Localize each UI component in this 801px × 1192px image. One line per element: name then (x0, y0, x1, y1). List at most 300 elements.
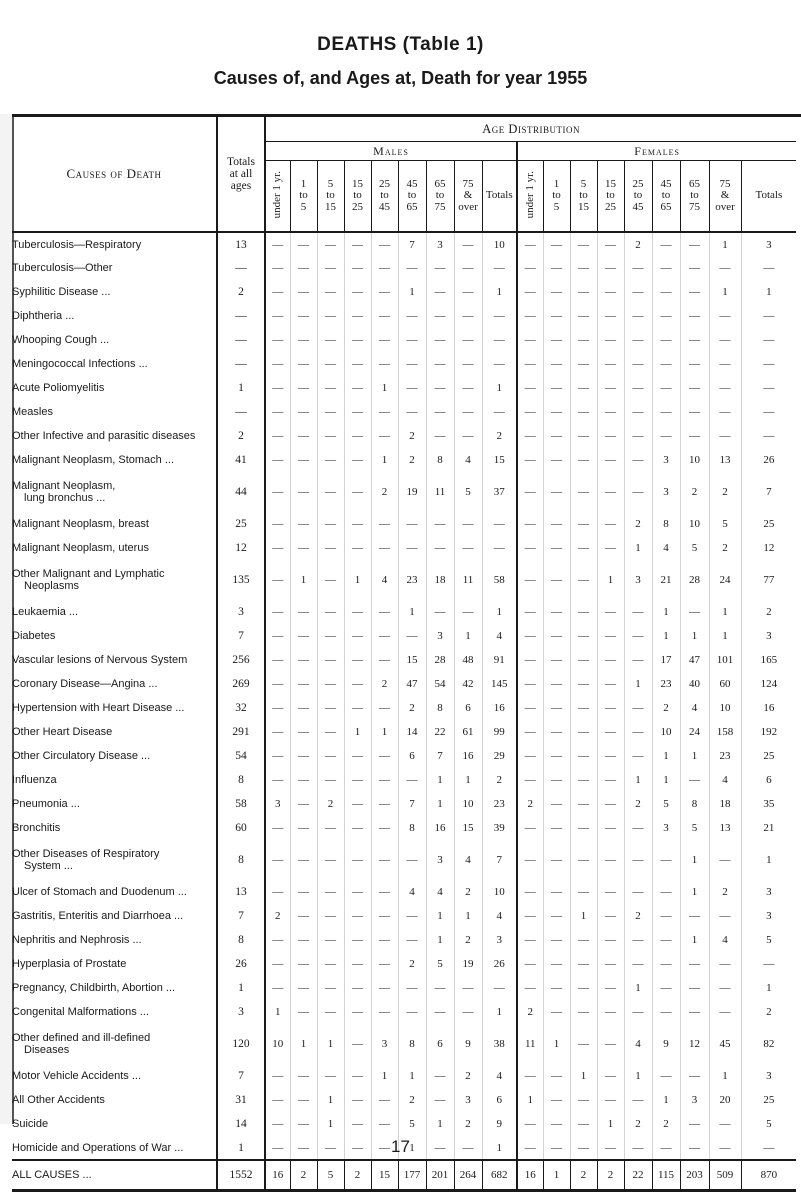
male-value-cell: 22 (426, 720, 454, 744)
female-value-cell: — (517, 232, 543, 256)
male-value-cell: 1 (290, 1024, 317, 1064)
male-value-cell: — (371, 1000, 398, 1024)
female-value-cell: — (709, 400, 741, 424)
female-value-cell: — (517, 376, 543, 400)
male-value-cell: — (290, 232, 317, 256)
table-row (12, 304, 796, 328)
female-value-cell: — (680, 328, 709, 352)
female-value-cell: — (652, 976, 680, 1000)
male-value-cell: — (344, 600, 371, 624)
female-value-cell: — (570, 880, 597, 904)
female-value-cell: 1 (709, 280, 741, 304)
male-value-cell: — (426, 512, 454, 536)
female-value-cell: — (517, 304, 543, 328)
total-cell: 1 (217, 976, 265, 1000)
male-value-cell: — (317, 304, 344, 328)
female-value-cell: — (624, 648, 652, 672)
cause-label: Other Infective and parasitic diseases (12, 430, 196, 442)
m-age-band-header (454, 161, 482, 233)
male-value-cell: 1 (398, 280, 426, 304)
cause-cell (12, 1064, 217, 1088)
female-value-cell: 3 (766, 1070, 772, 1082)
all-causes-label: ALL CAUSES ... (12, 1160, 217, 1191)
cause-cell (12, 648, 217, 672)
female-value-cell: — (597, 1024, 624, 1064)
male-value-cell: — (344, 648, 371, 672)
female-value-cell: — (543, 768, 570, 792)
male-value-cell: 7 (482, 840, 517, 880)
male-value-cell: — (398, 352, 426, 376)
female-value-cell: — (570, 232, 597, 256)
under-1-label (525, 171, 536, 218)
age-band-part: 75 (462, 177, 474, 190)
cause-cell (12, 880, 217, 904)
age-band-part: 25 (632, 177, 644, 190)
cause-cell (12, 280, 217, 304)
cause-label: Nephritis and Nephrosis ... (12, 934, 142, 946)
female-value-cell: — (709, 256, 741, 280)
female-value-cell: 60 (709, 672, 741, 696)
total-cell: 2 (217, 424, 265, 448)
f-age-band-header (597, 161, 624, 233)
female-value-cell: 4 (680, 696, 709, 720)
f-age-band-header (543, 161, 570, 233)
male-value-cell: — (371, 232, 398, 256)
total-cell: — (217, 304, 265, 328)
cause-label: Diseases (24, 1044, 70, 1056)
female-value-cell: 25 (763, 1094, 775, 1106)
male-value-cell: 11 (426, 472, 454, 512)
female-value-cell: — (597, 648, 624, 672)
female-value-cell: 17 (652, 648, 680, 672)
total-cell: 26 (217, 952, 265, 976)
female-value-cell: — (624, 928, 652, 952)
male-value-cell: — (290, 768, 317, 792)
female-value-cell: — (517, 976, 543, 1000)
total-cell: 269 (217, 672, 265, 696)
female-value-cell: — (763, 958, 775, 970)
female-value-cell: 5 (680, 816, 709, 840)
female-value-cell: 1 (597, 1112, 624, 1136)
female-value-cell: 192 (760, 726, 778, 738)
male-value-cell: — (371, 280, 398, 304)
female-value-cell: — (543, 624, 570, 648)
female-value-cell: — (570, 624, 597, 648)
male-value-cell: — (371, 352, 398, 376)
female-value-cell: — (680, 400, 709, 424)
table-row (12, 672, 796, 696)
male-value-cell: 3 (454, 1088, 482, 1112)
cause-cell (12, 328, 217, 352)
male-value-cell: — (398, 840, 426, 880)
male-value-cell: — (398, 976, 426, 1000)
cause-label: System ... (24, 860, 73, 872)
male-value-cell: — (344, 256, 371, 280)
male-value-cell: 54 (426, 672, 454, 696)
age-band-part: 1 (300, 177, 307, 190)
female-value-cell: — (517, 1112, 543, 1136)
age-band-part: to (633, 189, 643, 202)
cause-label: Leukaemia ... (12, 606, 79, 618)
male-value-cell: — (317, 816, 344, 840)
female-value-cell: — (517, 648, 543, 672)
male-value-cell: — (398, 536, 426, 560)
female-value-cell: 1 (709, 624, 741, 648)
male-value-cell: — (482, 256, 517, 280)
male-value-cell: 39 (482, 816, 517, 840)
table-row (12, 600, 796, 624)
male-value-cell: — (265, 352, 290, 376)
female-total-cell: 115 (652, 1160, 680, 1191)
male-value-cell: 1 (371, 720, 398, 744)
age-band-part: 65 (406, 200, 418, 213)
male-value-cell: — (265, 1064, 290, 1088)
female-value-cell: 5 (766, 934, 772, 946)
male-value-cell: — (344, 512, 371, 536)
male-value-cell: 4 (398, 880, 426, 904)
male-value-cell: 4 (482, 1064, 517, 1088)
female-value-cell: — (597, 976, 624, 1000)
male-value-cell: — (265, 536, 290, 560)
male-value-cell: 28 (426, 648, 454, 672)
female-value-cell: 7 (766, 486, 772, 498)
female-value-cell: — (709, 952, 741, 976)
male-total-cell: 201 (426, 1160, 454, 1191)
cause-cell (12, 232, 217, 256)
table-row (12, 696, 796, 720)
female-value-cell: — (570, 560, 597, 600)
age-band-part: to (690, 189, 699, 202)
female-value-cell: — (597, 816, 624, 840)
female-value-cell: 10 (680, 512, 709, 536)
female-value-cell: — (543, 256, 570, 280)
male-value-cell: 42 (454, 672, 482, 696)
male-total-cell: 5 (317, 1160, 344, 1191)
male-value-cell: — (482, 352, 517, 376)
male-value-cell: — (290, 352, 317, 376)
cause-label: Other defined and ill-defined (12, 1032, 151, 1044)
table-row (12, 816, 796, 840)
cause-cell (12, 560, 217, 600)
female-value-cell: 158 (709, 720, 741, 744)
male-value-cell: — (454, 400, 482, 424)
female-value-cell: — (570, 952, 597, 976)
male-value-cell: 145 (482, 672, 517, 696)
m-age-band-header (290, 161, 317, 233)
female-value-cell: 47 (680, 648, 709, 672)
table-row (12, 1112, 796, 1136)
female-value-cell: 165 (760, 654, 778, 666)
female-value-cell: — (517, 880, 543, 904)
male-value-cell: — (265, 1112, 290, 1136)
male-value-cell: — (317, 744, 344, 768)
female-value-cell: — (543, 952, 570, 976)
cause-label: Acute Poliomyelitis (12, 382, 105, 394)
total-cell: 13 (217, 880, 265, 904)
male-value-cell: — (426, 304, 454, 328)
male-value-cell: — (290, 448, 317, 472)
male-value-cell: 1 (344, 560, 371, 600)
table-row (12, 560, 796, 600)
total-cell: — (217, 328, 265, 352)
female-value-cell: — (652, 1000, 680, 1024)
female-value-cell: — (597, 672, 624, 696)
male-value-cell: — (371, 840, 398, 880)
table-row (12, 624, 796, 648)
male-value-cell: 37 (482, 472, 517, 512)
male-value-cell: — (317, 928, 344, 952)
male-value-cell: — (371, 1136, 398, 1160)
male-value-cell: 16 (426, 816, 454, 840)
male-value-cell: — (426, 280, 454, 304)
male-value-cell: 8 (426, 696, 454, 720)
male-value-cell: — (371, 256, 398, 280)
age-band-part: 5 (580, 177, 587, 190)
female-value-cell: — (517, 744, 543, 768)
male-value-cell: 1 (290, 560, 317, 600)
causes-header: Causes of Death (12, 117, 217, 232)
male-value-cell: 1 (426, 928, 454, 952)
male-value-cell: 2 (398, 448, 426, 472)
male-value-cell: 1 (454, 904, 482, 928)
age-band-part: & (463, 189, 473, 202)
m-age-band-header (317, 161, 344, 233)
female-value-cell: — (517, 512, 543, 536)
total-cell: 8 (217, 928, 265, 952)
age-band-part: to (661, 189, 671, 202)
male-value-cell: — (371, 952, 398, 976)
age-band-part: 25 (379, 177, 390, 190)
age-band-part: 15 (605, 177, 616, 190)
female-value-cell: — (570, 720, 597, 744)
female-value-cell: 2 (517, 1000, 543, 1024)
male-value-cell: — (290, 720, 317, 744)
female-value-cell: — (652, 1136, 680, 1160)
female-value-cell: 2 (709, 536, 741, 560)
female-value-cell: 2 (709, 880, 741, 904)
male-value-cell: — (290, 744, 317, 768)
female-value-cell: 2 (680, 472, 709, 512)
male-value-cell: — (344, 376, 371, 400)
female-value-cell: — (543, 600, 570, 624)
male-value-cell: — (290, 976, 317, 1000)
female-value-cell: — (517, 672, 543, 696)
female-value-cell: 1 (680, 624, 709, 648)
female-value-cell: — (517, 768, 543, 792)
female-value-cell: — (570, 1000, 597, 1024)
female-value-cell: — (597, 768, 624, 792)
age-band-part: to (407, 189, 417, 202)
male-value-cell: 4 (454, 840, 482, 880)
male-value-cell: 4 (454, 448, 482, 472)
female-value-cell: — (570, 672, 597, 696)
male-value-cell: — (265, 672, 290, 696)
age-band-part: 75 (434, 200, 446, 213)
cause-label: Other Circulatory Disease ... (12, 750, 151, 762)
male-value-cell: — (290, 624, 317, 648)
cause-cell (12, 536, 217, 560)
female-value-cell: 3 (652, 472, 680, 512)
male-value-cell: — (426, 256, 454, 280)
totals-header (217, 117, 265, 232)
male-value-cell: — (290, 472, 317, 512)
male-value-cell: 3 (426, 840, 454, 880)
male-value-cell: — (454, 1136, 482, 1160)
cause-cell (12, 472, 217, 512)
male-value-cell: — (317, 648, 344, 672)
age-band-part: 15 (578, 200, 589, 213)
male-value-cell: 5 (454, 472, 482, 512)
male-value-cell: 1 (426, 792, 454, 816)
female-value-cell: — (624, 352, 652, 376)
total-cell: — (217, 400, 265, 424)
female-value-cell: 1 (543, 1024, 570, 1064)
male-value-cell: — (265, 976, 290, 1000)
table-row (12, 424, 796, 448)
female-value-cell: — (652, 952, 680, 976)
cause-label: All Other Accidents (12, 1094, 105, 1106)
female-value-cell: 124 (760, 678, 778, 690)
female-value-cell: 11 (517, 1024, 543, 1064)
female-value-cell: — (597, 952, 624, 976)
female-value-cell: 4 (624, 1024, 652, 1064)
male-value-cell: 91 (482, 648, 517, 672)
male-value-cell: — (317, 600, 344, 624)
male-value-cell: — (398, 400, 426, 424)
male-value-cell: — (317, 1064, 344, 1088)
male-value-cell: — (344, 328, 371, 352)
male-value-cell: — (344, 928, 371, 952)
male-total-cell: 682 (482, 1160, 517, 1191)
male-value-cell: — (265, 1136, 290, 1160)
male-value-cell: — (344, 1064, 371, 1088)
female-value-cell: — (597, 424, 624, 448)
male-value-cell: — (344, 696, 371, 720)
cause-cell (12, 400, 217, 424)
female-value-cell: — (543, 400, 570, 424)
cause-cell (12, 1112, 217, 1136)
total-cell: 12 (217, 536, 265, 560)
male-value-cell: — (398, 256, 426, 280)
male-value-cell: — (265, 744, 290, 768)
female-value-cell: — (570, 400, 597, 424)
female-value-cell: — (597, 352, 624, 376)
cause-label: Tuberculosis—Respiratory (12, 238, 142, 251)
all-causes-row (12, 1160, 796, 1191)
female-value-cell: 2 (624, 904, 652, 928)
male-value-cell: — (454, 512, 482, 536)
female-value-cell: — (624, 744, 652, 768)
cause-cell (12, 448, 217, 472)
male-value-cell: — (482, 304, 517, 328)
total-cell: 120 (217, 1024, 265, 1064)
female-value-cell: — (680, 424, 709, 448)
female-value-cell: 2 (624, 792, 652, 816)
female-value-cell: — (597, 448, 624, 472)
female-value-cell: 10 (652, 720, 680, 744)
cause-label: Coronary Disease—Angina ... (12, 678, 158, 690)
female-total-cell: 16 (517, 1160, 543, 1191)
grand-total-cell: 1552 (217, 1160, 265, 1191)
female-value-cell: — (570, 1112, 597, 1136)
female-value-cell: — (680, 1136, 709, 1160)
male-value-cell: — (454, 536, 482, 560)
male-value-cell: — (290, 1136, 317, 1160)
total-cell: 7 (217, 904, 265, 928)
female-value-cell: — (709, 328, 741, 352)
male-value-cell: — (344, 952, 371, 976)
male-value-cell: — (290, 400, 317, 424)
female-value-cell: 4 (709, 768, 741, 792)
cause-cell (12, 600, 217, 624)
female-value-cell: — (543, 696, 570, 720)
female-value-cell: — (517, 816, 543, 840)
table-row (12, 648, 796, 672)
female-value-cell: 1 (709, 232, 741, 256)
female-value-cell: 24 (709, 560, 741, 600)
male-value-cell: — (290, 1000, 317, 1024)
cause-label: Malignant Neoplasm, Stomach ... (12, 454, 175, 466)
female-value-cell: — (570, 304, 597, 328)
female-value-cell: 2 (709, 472, 741, 512)
female-value-cell: 40 (680, 672, 709, 696)
male-value-cell: 7 (426, 744, 454, 768)
male-value-cell: 6 (426, 1024, 454, 1064)
female-value-cell: — (680, 600, 709, 624)
female-value-cell: — (543, 1112, 570, 1136)
age-band-part: over (458, 200, 478, 213)
male-value-cell: — (290, 280, 317, 304)
female-value-cell: — (652, 304, 680, 328)
male-value-cell: — (344, 744, 371, 768)
male-value-cell: — (317, 1136, 344, 1160)
female-value-cell: — (763, 406, 775, 418)
cause-label: Neoplasms (24, 580, 80, 592)
cause-cell (12, 352, 217, 376)
male-value-cell: — (344, 792, 371, 816)
male-value-cell: 1 (426, 768, 454, 792)
female-value-cell: — (543, 648, 570, 672)
female-value-cell: — (543, 976, 570, 1000)
female-value-cell: — (570, 816, 597, 840)
cause-label: Malignant Neoplasm, uterus (12, 542, 149, 554)
age-band-part: 15 (352, 177, 363, 190)
female-value-cell: — (570, 280, 597, 304)
female-value-cell: — (597, 232, 624, 256)
female-value-cell: — (543, 840, 570, 880)
male-value-cell: 8 (398, 816, 426, 840)
male-value-cell: 1 (371, 376, 398, 400)
female-value-cell: 23 (652, 672, 680, 696)
male-value-cell: 5 (398, 1112, 426, 1136)
age-band-part: 65 (689, 177, 700, 190)
female-value-cell: 5 (680, 536, 709, 560)
male-value-cell: — (371, 600, 398, 624)
cause-label: Diabetes (12, 630, 56, 642)
table-row (12, 880, 796, 904)
female-value-cell: — (624, 952, 652, 976)
female-value-cell: 1 (624, 976, 652, 1000)
female-value-cell: — (597, 1088, 624, 1112)
total-cell: 41 (217, 448, 265, 472)
male-value-cell: — (426, 376, 454, 400)
male-value-cell: — (317, 352, 344, 376)
female-value-cell: 3 (766, 886, 772, 898)
male-value-cell: — (317, 720, 344, 744)
male-value-cell: — (426, 1064, 454, 1088)
male-value-cell: — (317, 624, 344, 648)
male-value-cell: 6 (398, 744, 426, 768)
